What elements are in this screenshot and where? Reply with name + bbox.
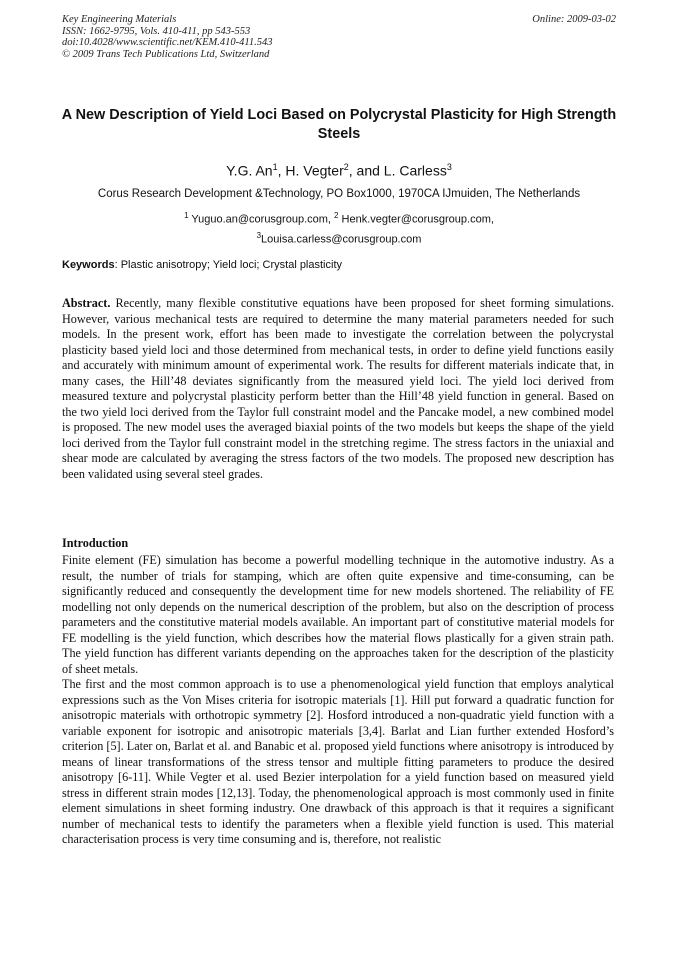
author-list: [40, 162, 638, 179]
author-name: , and L. Carless: [348, 162, 447, 179]
affiliation: Corus Research Development &Technology, PO Box1000, 1970CA IJmuiden, The Netherlands: [97, 188, 581, 200]
author-superscript: 1: [272, 162, 278, 172]
journal-header: [62, 14, 272, 60]
author-superscript: 2: [343, 162, 349, 172]
abstract-label: Abstract.: [62, 296, 111, 310]
author-name: , H. Vegter: [277, 162, 344, 179]
email-superscript: 2: [334, 211, 339, 220]
author-emails: [40, 208, 638, 247]
abstract-text: Recently, many flexible constitutive equations have been proposed for sheet forming simulations. However, various mechanical tests are required to determine the many material parameters needed for such models. In the present work, effort has been made to investigate the correlation between the polycrystal plasticity based yield loci and those determined from mechanical tests, in order to define yield functions easily and accurately with minimum amount of experimental work. The results for different materials indicate that, in many cases, the Hill’48 deviates significantly from the measured yield loci. The yield loci derived from measured texture and polycrystal plasticity perform better than the Hill’48 yield function in general. Based on the two yield loci derived from the Taylor full constraint model and the Pancake model, a new combined model is proposed. The new model uses the averaged biaxial points of the two models but keeps the shape of the yield loci derived from the Taylor full constraint model in the stretching regime. The stress factors in the uniaxial and shear mode are calculated by averaging the stress factors of the two models. The proposed new description has been validated using several steel grades.: [62, 296, 614, 481]
keywords-line: [62, 259, 342, 271]
email-address: Louisa.carless@corusgroup.com: [261, 233, 422, 246]
author-superscript: 3: [446, 162, 452, 172]
introduction-body: [62, 553, 614, 848]
issn-line: ISSN: 1662-9795, Vols. 410-411, pp 543-553: [62, 25, 251, 37]
paper-title: A New Description of Yield Loci Based on Polycrystal Plasticity for High Strength Steels: [61, 107, 617, 142]
online-date: Online: 2009-03-02: [532, 14, 616, 25]
journal-name: Key Engineering Materials: [62, 14, 177, 25]
keywords-label: Keywords: [62, 259, 115, 271]
doi-line: doi:10.4028/www.scientific.net/KEM.410-411.543: [62, 37, 273, 49]
copyright-line: © 2009 Trans Tech Publications Ltd, Switzerland: [62, 48, 270, 60]
section-heading-introduction: Introduction: [62, 536, 129, 550]
abstract: [62, 296, 614, 482]
author-name: Y.G. An: [226, 162, 273, 179]
email-superscript: 1: [184, 211, 189, 220]
paragraph: The first and the most common approach is to use a phenomenological yield function that employs analytical expressions such as the Von Mises criteria for isotropic materials [1]. Hill put forward a quadratic function for anisotropic materials with orthotropic symmetry [2]. Hosford introduced a non-quadratic yield function with a variable exponent for isotropic and anisotropic materials [3,4]. Barlat and Lian further extended Hosford’s criterion [5]. Later on, Barlat et al. and Banabic et al. proposed yield functions where anisotropy is introduced by means of linear transformations of the stress tensor and multiple fitting parameters to produce the desired anisotropy [6-11]. While Vegter et al. used Bezier interpolation for a yield function based on measured yield stress in different strain modes [12,13]. Today, the phenomenological approach is most commonly used in finite element simulations in sheet forming industry. One drawback of this approach is that it requires a significant number of mechanical tests to identify the parameters when a flexible yield function is used. This material characterisation process is very time consuming and is, therefore, not realistic: [62, 677, 614, 846]
email-superscript: 3: [256, 230, 262, 240]
keywords-text: : Plastic anisotropy; Yield loci; Crystal plasticity: [114, 259, 342, 271]
paragraph: Finite element (FE) simulation has become a powerful modelling technique in the automotive industry. As a result, the number of trials for stamping, which are often quite expensive and time-consuming, can be significantly reduced and consequently the development time for new models shortened. The reliability of FE modelling not only depends on the numerical description of the problem, but also on the description of process parameters and the constitutive material models available. An important part of constitutive material models for FE modelling is the yield function, which describes how the material flows plastically for a given strain path. The yield function has different variants depending on the approaches taken for the description of the plasticity of sheet metals.: [62, 553, 614, 676]
email-address: Yuguo.an@corusgroup.com,: [188, 213, 335, 226]
email-address: Henk.vegter@corusgroup.com,: [338, 213, 494, 226]
